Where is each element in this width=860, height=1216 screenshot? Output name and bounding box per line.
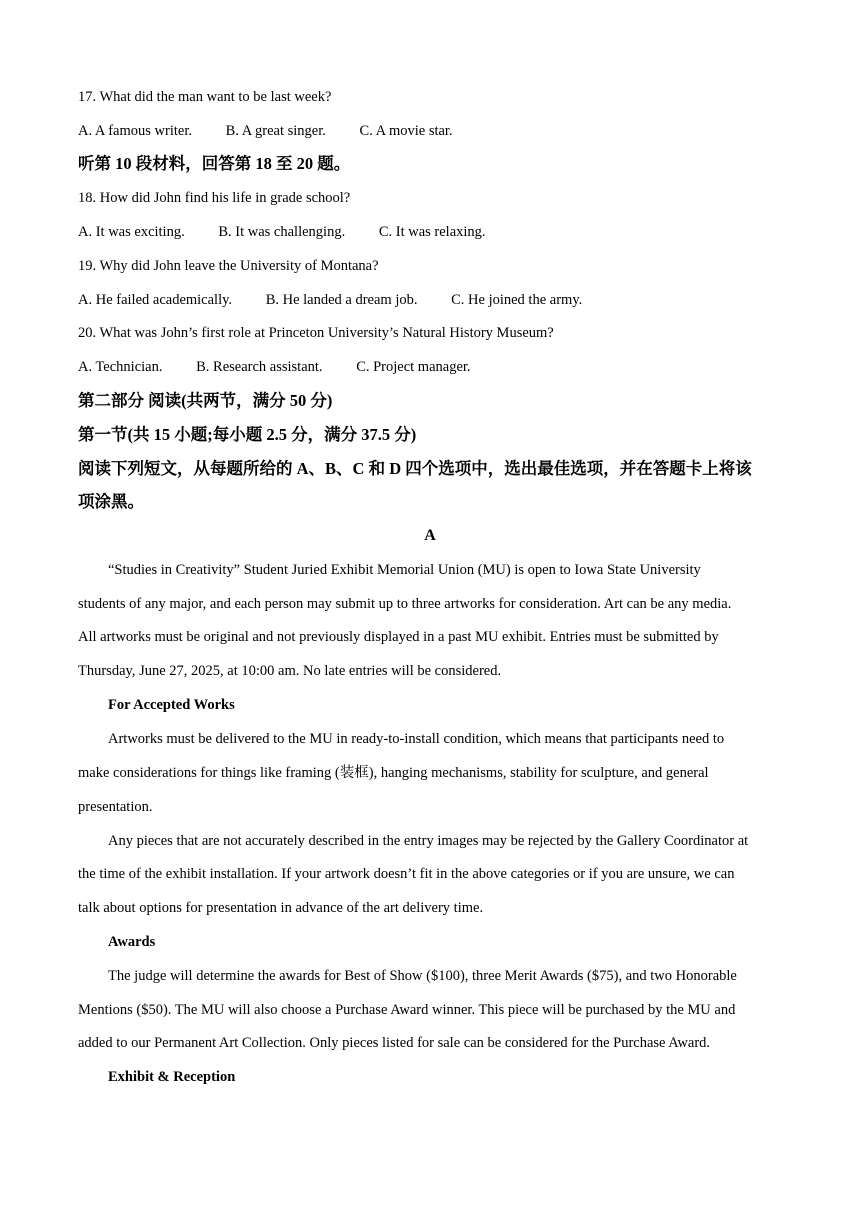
question-20: 20. What was John’s first role at Princeton University’s Natural History Museum? [78, 325, 554, 341]
option-c: C. It was relaxing. [378, 224, 486, 240]
paragraph-2-line: Artworks must be delivered to the MU in ready-to-install condition, which means that participants need to [108, 731, 725, 747]
option-c: C. He joined the army. [451, 292, 583, 308]
paragraph-1-line: All artworks must be original and not previously displayed in a past MU exhibit. Entries must be submitted by [78, 629, 719, 645]
option-a: A. It was exciting. [78, 224, 185, 240]
option-a: A. He failed academically. [78, 292, 233, 308]
heading-awards: Awards [108, 934, 156, 950]
question-19: 19. Why did John leave the University of Montana? [78, 258, 379, 274]
part-two-title: 第二部分 阅读(共两节，满分 50 分) [78, 391, 333, 410]
option-b: B. A great singer. [225, 123, 326, 139]
passage-letter: A [424, 527, 436, 544]
paragraph-4-line: Mentions ($50). The MU will also choose a Purchase Award winner. This piece will be purchased by the MU and [78, 1002, 736, 1018]
question-17: 17. What did the man want to be last week? [78, 89, 332, 105]
question-17-options [78, 121, 453, 141]
option-b: B. It was challenging. [218, 224, 346, 240]
option-b: B. He landed a dream job. [265, 292, 418, 308]
paragraph-4-line: The judge will determine the awards for Best of Show ($100), three Merit Awards ($75), and two Honorable [108, 968, 737, 984]
paragraph-4-line: added to our Permanent Art Collection. Only pieces listed for sale can be considered for the Purchase Award. [78, 1035, 711, 1051]
question-20-options [78, 357, 471, 377]
paragraph-3-line: Any pieces that are not accurately described in the entry images may be rejected by the Gallery Coordinator at [108, 833, 749, 849]
paragraph-1-line: students of any major, and each person may submit up to three artworks for consideration. Art can be any media. [78, 596, 732, 612]
paragraph-1-line: Thursday, June 27, 2025, at 10:00 am. No late entries will be considered. [78, 663, 502, 679]
option-c: C. A movie star. [359, 123, 453, 139]
option-a: A. Technician. [78, 359, 163, 375]
option-b: B. Research assistant. [196, 359, 323, 375]
instruction-line-1: 阅读下列短文，从每题所给的 A、B、C 和 D 四个选项中，选出最佳选项，并在答题卡上将该 [78, 459, 752, 478]
paragraph-1-line: “Studies in Creativity” Student Juried Exhibit Memorial Union (MU) is open to Iowa State University [108, 562, 701, 578]
instruction-line-2: 项涂黑。 [78, 492, 144, 511]
heading-accepted-works: For Accepted Works [108, 697, 235, 713]
section-10-heading: 听第 10 段材料，回答第 18 至 20 题。 [78, 154, 351, 173]
section-one-title: 第一节(共 15 小题;每小题 2.5 分，满分 37.5 分) [78, 425, 417, 444]
option-a: A. A famous writer. [78, 123, 192, 139]
question-18-options [78, 222, 486, 242]
heading-exhibit-reception: Exhibit & Reception [108, 1069, 236, 1085]
paragraph-3-line: talk about options for presentation in advance of the art delivery time. [78, 900, 484, 916]
paragraph-2-line: make considerations for things like framing (装框), hanging mechanisms, stability for sculpture, and general [78, 765, 709, 781]
paragraph-2-line: presentation. [78, 799, 153, 815]
paragraph-3-line: the time of the exhibit installation. If your artwork doesn’t fit in the above categories or if you are unsure, we can [78, 866, 735, 882]
question-19-options [78, 290, 582, 310]
question-18: 18. How did John find his life in grade school? [78, 190, 351, 206]
option-c: C. Project manager. [356, 359, 471, 375]
